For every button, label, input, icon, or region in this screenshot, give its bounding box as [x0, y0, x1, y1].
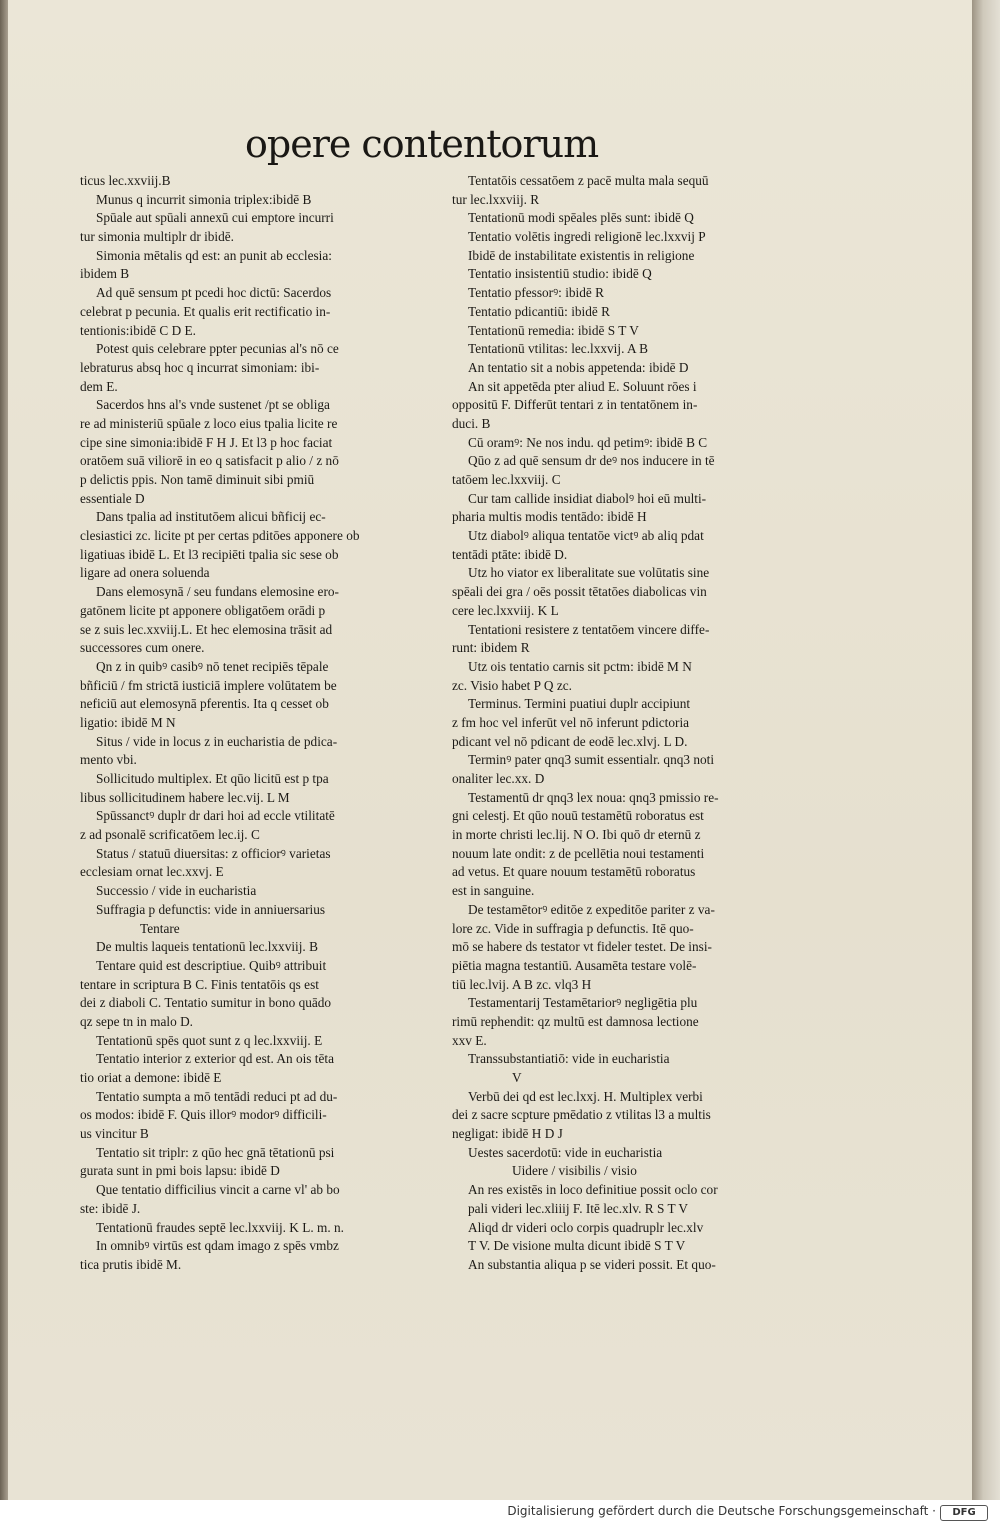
text-line: mento vbi. [80, 752, 137, 768]
text-line: Munus q incurrit simonia triplex:ibidē B [96, 191, 312, 207]
text-line: Situs / vide in locus z in eucharistia de pdica- [96, 733, 338, 749]
text-line: neficiū aut elemosynā pferentis. Ita q cesset ob [80, 696, 329, 712]
text-line: re ad ministeriū spūale z loco eius tpalia licite re [80, 415, 338, 431]
left-text-column [80, 172, 446, 1275]
text-line: runt: ibidem R [452, 640, 530, 656]
text-line: pdicant vel nō pdicant de eodē lec.xlvj. L D. [452, 733, 688, 749]
text-line: ibidem B [80, 266, 130, 282]
text-line: Tentationū modi spēales plēs sunt: ibidē Q [468, 210, 694, 226]
text-line: Ibidē de instabilitate existentis in religione [468, 247, 695, 263]
text-line: pali videri lec.xliiij F. Itē lec.xlv. R S T V [468, 1200, 689, 1216]
text-line: Ad quē sensum pt pcedi hoc dictū: Sacerdos [96, 285, 332, 301]
text-line: Spūale aut spūali annexū cui emptore incurri [96, 210, 334, 226]
text-line: Tentatio sumpta a mō tentādi reduci pt ad du- [96, 1088, 338, 1104]
text-line: Tentatio pfessorꝰ: ibidē R [468, 285, 604, 301]
text-line: oppositū F. Differūt tentari z in tentatōnem in- [452, 397, 698, 413]
text-line: gni celestj. Et qūo nouū testamētū roboratus est [452, 808, 704, 824]
text-line: ecclesiam ornat lec.xxvj. E [80, 864, 224, 880]
text-line: Tentationi resistere z tentatōem vincere diffe- [468, 621, 710, 637]
text-line: T V. De visione multa dicunt ibidē S T V [468, 1238, 686, 1254]
text-line: Suffragia p defunctis: vide in anniuersarius [96, 901, 326, 917]
text-line: Tentare quid est descriptiue. Quibꝰ attribuit [96, 957, 327, 973]
text-line: duci. B [452, 415, 491, 431]
text-line: tica prutis ibidē M. [80, 1256, 182, 1272]
text-line: Tentatio insistentiū studio: ibidē Q [468, 266, 652, 282]
text-line: dei z diaboli C. Tentatio sumitur in bono quādo [80, 995, 332, 1011]
text-line: celebrat p pecunia. Et qualis erit rectificatio in- [80, 303, 331, 319]
text-line: negligat: ibidē H D J [452, 1126, 563, 1142]
page-edge-shadow [972, 0, 1000, 1500]
text-line: Uestes sacerdotū: vide in eucharistia [468, 1144, 663, 1160]
text-line: Status / statuū diuersitas: z officiorꝰ varietas [96, 845, 331, 861]
text-line: ticus lec.xxviij.B [80, 173, 171, 188]
text-line: In omnibꝰ virtūs est qdam imago z spēs vmbz [96, 1238, 339, 1254]
text-line: z fm hoc vel inferūt vel nō inferunt pdictoria [452, 714, 690, 730]
text-line: p delictis ppis. Non tamē diminuit sibi pmiū [80, 472, 315, 487]
text-line: Aliqd dr videri oclo corpis quadruplr lec.xlv [468, 1219, 704, 1235]
text-line: gatōnem licite pt apponere obligatōem orādi p [80, 602, 326, 618]
text-line: ad vetus. Et quare nouum testamētū roboratus [452, 864, 696, 880]
text-line: Tentatio pdicantiū: ibidē R [468, 303, 610, 319]
text-line: Tentatio volētis ingredi religionē lec.lxxvij P [468, 229, 706, 245]
text-line: Utz ho viator ex liberalitate sue volūtatis sine [468, 565, 710, 581]
text-line: Spūssanctꝰ duplr dr dari hoi ad eccle vtilitatē [96, 808, 335, 824]
dfg-logo: DFG [940, 1505, 988, 1521]
text-line: lebraturus absq hoc q incurrat simoniam: ibi- [80, 359, 320, 375]
text-line: ligatio: ibidē M N [80, 714, 176, 730]
text-line: Terminꝰ pater qnq3 sumit essentialr. qnq3 noti [468, 752, 715, 768]
text-line: dei z sacre scpture pmēdatio z vtilitas l3 a multis [452, 1107, 711, 1123]
text-line: qz sepe tn in malo D. [80, 1013, 193, 1029]
text-line: essentiale D [80, 490, 145, 506]
text-line: bñficiū / fm strictā iusticiā implere volūtatem be [80, 677, 337, 693]
text-line: Terminus. Termini puatiui duplr accipiunt [468, 696, 691, 712]
text-line: tatōem lec.lxxviij. C [452, 472, 561, 487]
text-line: onaliter lec.xx. D [452, 771, 545, 786]
text-line: mō se habere ds testator vt fideler testet. De insi- [452, 939, 712, 955]
text-line: spēali dei gra / oēs possit tētatōes diabolicas vin [452, 584, 707, 600]
text-line: dem E. [80, 378, 118, 394]
text-line: tiū lec.lvij. A B zc. vlq3 H [452, 976, 592, 992]
text-line: Qūo z ad quē sensum dr deꝰ nos inducere in tē [468, 453, 715, 469]
text-line: piētia magna testantiū. Ausamēta testare volē- [452, 957, 697, 973]
text-line: De testamētorꝰ editōe z expeditōe pariter z va- [468, 901, 715, 917]
text-line: rimū rephendit: qz multū est damnosa lectione [452, 1013, 699, 1029]
text-line: tur simonia multiplr dr ibidē. [80, 229, 235, 245]
text-line: ste: ibidē J. [80, 1200, 141, 1216]
text-line: gurata sunt in pmi bois lapsu: ibidē D [80, 1163, 280, 1179]
text-line: cere lec.lxxviij. K L [452, 602, 559, 618]
text-line: Successio / vide in eucharistia [96, 883, 257, 899]
text-line: se z suis lec.xxviij.L. Et hec elemosina trāsit ad [80, 621, 333, 637]
text-line: Que tentatio difficilius vincit a carne vl' ab bo [96, 1182, 340, 1198]
text-line: Cur tam callide insidiat diabolꝰ hoi eū multi- [468, 490, 707, 506]
text-line: Verbū dei qd est lec.lxxj. H. Multiplex verbi [468, 1088, 703, 1104]
text-line: est in sanguine. [452, 883, 535, 899]
text-line: Tentare [140, 920, 180, 936]
text-line: tur lec.lxxviij. R [452, 191, 540, 207]
text-line: Cū oramꝰ: Ne nos indu. qd petimꝰ: ibidē B C [468, 434, 708, 450]
text-line: Simonia mētalis qd est: an punit ab ecclesia: [96, 247, 332, 263]
book-binding [0, 0, 8, 1524]
text-line: Qn z in quibꝰ casibꝰ nō tenet recipiēs tēpale [96, 658, 329, 674]
text-line: Dans tpalia ad institutōem alicui bñficij ec- [96, 509, 326, 525]
text-line: tentare in scriptura B C. Finis tentatōis qs est [80, 976, 319, 992]
text-line: Sacerdos hns al's vnde sustenet /pt se obliga [96, 397, 330, 413]
text-line: os modos: ibidē F. Quis illorꝰ modorꝰ difficili- [80, 1107, 327, 1123]
digitization-footer [0, 1500, 1000, 1524]
text-line: libus sollicitudinem habere lec.vij. L M [80, 789, 290, 805]
right-text-column [452, 172, 802, 1275]
text-line: tio oriat a demone: ibidē E [80, 1070, 222, 1085]
text-line: tentādi ptāte: ibidē D. [452, 546, 568, 562]
text-line: ligare ad onera soluenda [80, 565, 210, 581]
text-line: Uidere / visibilis / visio [512, 1163, 637, 1179]
text-line: z ad psonalē scrificatōem lec.ij. C [80, 827, 260, 843]
text-line: Tentatio interior z exterior qd est. An ois tēta [96, 1051, 334, 1067]
text-line: Utz ois tentatio carnis sit pctm: ibidē M N [468, 658, 692, 674]
text-line: An res existēs in loco definitiue possit oclo cor [468, 1182, 718, 1198]
text-line: nouum late ondit: z de pcellētia noui testamenti [452, 845, 705, 861]
text-line: Tentationū vtilitas: lec.lxxvij. A B [468, 341, 649, 357]
text-line: cipe sine simonia:ibidē F H J. Et l3 p hoc faciat [80, 434, 333, 450]
text-line: Tentatōis cessatōem z pacē multa mala sequū [468, 173, 709, 188]
text-line: in morte christi lec.lij. N O. Ibi quō dr eternū z [452, 827, 701, 843]
text-line: V [512, 1070, 522, 1085]
text-line: Sollicitudo multiplex. Et qūo licitū est p tpa [96, 771, 329, 786]
page-heading: opere contentorum [245, 122, 599, 166]
text-line: Testamentū dr qnq3 lex noua: qnq3 pmissio re- [468, 789, 719, 805]
text-line: tentionis:ibidē C D E. [80, 322, 196, 338]
text-line: An sit appetēda pter aliud E. Soluunt rōes i [468, 378, 697, 394]
text-line: An substantia aliqua p se videri possit. Et quo- [468, 1256, 716, 1272]
text-line: Tentatio sit triplr: z qūo hec gnā tētationū psi [96, 1144, 335, 1160]
text-line: xxv E. [452, 1032, 487, 1048]
text-line: Transsubstantiatiō: vide in eucharistia [468, 1051, 670, 1067]
text-line: Utz diabolꝰ aliqua tentatōe victꝰ ab aliq pdat [468, 528, 704, 544]
text-line: Tentationū fraudes septē lec.lxxviij. K L. m. n. [96, 1219, 344, 1235]
text-line: De multis laqueis tentationū lec.lxxviij. B [96, 939, 318, 955]
text-line: oratōem suā viliorē in eo q satisfacit p alio / z nō [80, 453, 339, 469]
text-line: us vincitur B [80, 1126, 149, 1142]
text-line: Dans elemosynā / seu fundans elemosine ero- [96, 584, 339, 600]
text-line: Tentationū spēs quot sunt z q lec.lxxviij. E [96, 1032, 323, 1048]
text-line: clesiastici zc. licite pt per certas pditōes apponere ob [80, 528, 360, 544]
text-line: Testamentarij Testamētariorꝰ negligētia plu [468, 995, 698, 1011]
text-line: ligatiuas ibidē L. Et l3 recipiēti tpalia sic sese ob [80, 546, 339, 562]
text-line: Potest quis celebrare ppter pecunias al's nō ce [96, 341, 339, 357]
text-line: An tentatio sit a nobis appetenda: ibidē D [468, 359, 689, 375]
text-line: lore zc. Vide in suffragia p defunctis. Itē quo- [452, 920, 694, 936]
footer-credit: Digitalisierung gefördert durch die Deutsche Forschungsgemeinschaft · [507, 1504, 936, 1518]
text-line: pharia multis modis tentādo: ibidē H [452, 509, 647, 525]
text-line: zc. Visio habet P Q zc. [452, 677, 572, 693]
text-line: successores cum onere. [80, 640, 205, 656]
text-line: Tentationū remedia: ibidē S T V [468, 322, 639, 338]
